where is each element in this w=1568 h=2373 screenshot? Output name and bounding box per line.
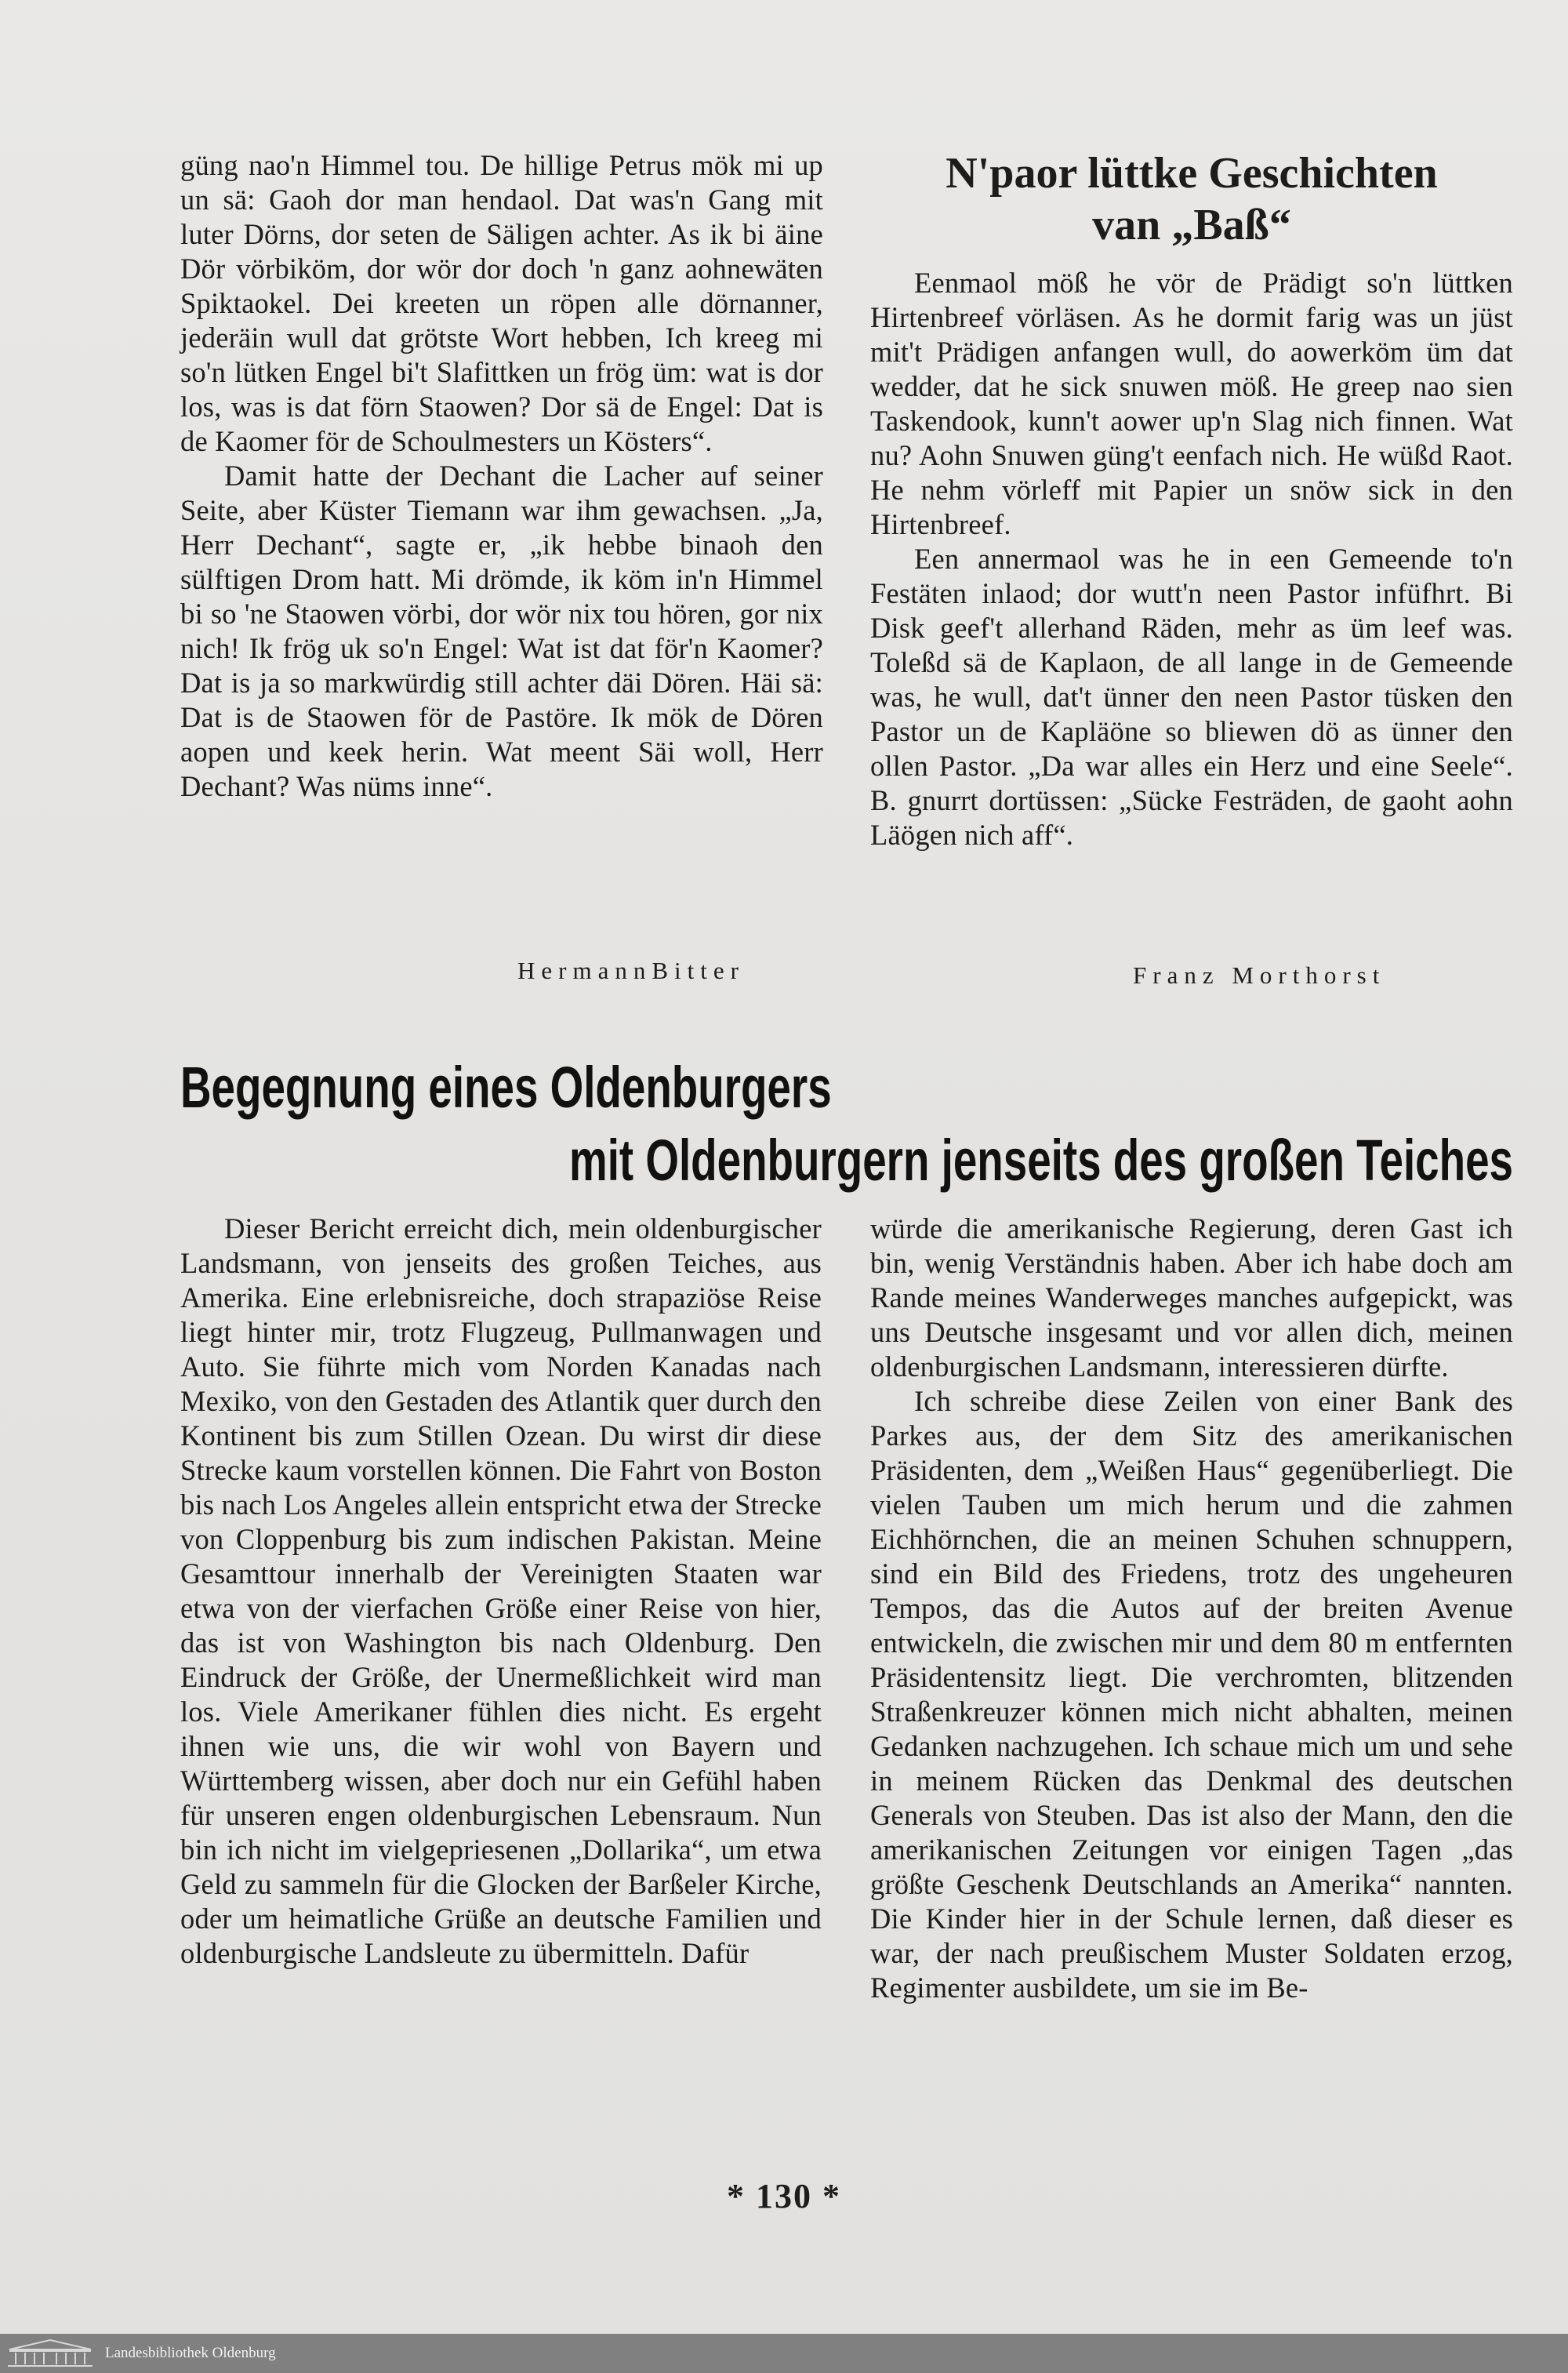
story-right-title (870, 147, 1513, 251)
article-left-column (180, 1212, 822, 1971)
page-number: * 130 * (727, 2177, 841, 2215)
library-name: Landesbibliothek Oldenburg (105, 2345, 276, 2361)
story-left-author: HermannBitter (517, 957, 745, 984)
story-right-paragraph-1: Eenmaol möß he vör de Prädigt so'n lüttken Hirtenbreef vörläsen. As he dormit farig was un jüst mit't Prädigen anfangen wull, do aowerköm üm dat wedder, dat he sick snuwen möß. He greep nao sien Taskendook, kunn't aower up'n Slag nich finnen. Wat nu? Aohn Snuwen güng't eenfach nich. He wüßd Raot. He nehm vörleff mit Papier un snöw sick in den Hirtenbreef. (870, 267, 1513, 540)
article-right-paragraph-2: Ich schreibe diese Zeilen von einer Bank des Parkes aus, der dem Sitz des amerikanischen Präsidenten, dem „Weißen Haus“ gegenüberliegt. Die vielen Tauben um mich herum und die zahmen Eichhörnchen, die an meinen Schuhen schnuppern, sind ein Bild des Friedens, trotz des ungeheuren Tempos, das die Autos auf der breiten Avenue entwickeln, die zwischen mir und dem 80 m entfernten Präsidentensitz liegt. Die verchromten, blitzenden Straßenkreuzer können mich nicht abhalten, meinen Gedanken nachzugehen. Ich schaue mich um und sehe in meinem Rücken das Denkmal des deutschen Generals von Steuben. Das ist also der Mann, den die amerikanischen Zeitungen vor einigen Tagen „das größte Geschenk Deutschlands an Amerika“ nannten. Die Kinder hier in der Schule lernen, daß dieser es war, der nach preußischem Muster Soldaten erzog, Regimenter ausbildete, um sie im Be- (870, 1385, 1513, 2004)
story-right-paragraph-2: Een annermaol was he in een Gemeende to'n Festäten inlaod; dor wutt'n neen Pastor infüfhrt. Bi Disk geef't allerhand Räden, mehr as üm leef was. Toleßd sä de Kaplaon, de all lange in de Gemeende was, he wull, dat't ünner den neen Pastor tüsken den Pastor un de Kapläöne so bliewen dö as ünner den ollen Pastor. „Da war alles ein Herz und eine Seele“. B. gnurrt dortüssen: „Sücke Festräden, de gaoht aohn Läögen nich aff“. (870, 543, 1513, 851)
article-headline-line-1: Begegnung eines Oldenburgers (180, 1055, 832, 1120)
story-right-author: Franz Morthorst (1133, 961, 1386, 989)
story-right-column (870, 266, 1513, 852)
article-headline-line-2: mit Oldenburgern jenseits des großen Teiches (569, 1128, 1513, 1193)
library-building-icon (6, 2338, 94, 2368)
story-left-paragraph-2: Damit hatte der Dechant die Lacher auf seiner Seite, aber Küster Tiemann war ihm gewachsen. „Ja, Herr Dechant“, sagte er, „ik hebbe binaoh den sülftigen Drom hatt. Mi drömde, ik köm in'n Himmel bi so 'ne Staowen vörbi, dor wör nix tou hören, gor nix nich! Ik frög uk so'n Engel: Wat ist dat för'n Kaomer? Dat is ja so markwürdig still achter däi Dören. Häi sä: Dat is de Staowen för de Pastöre. Ik mök de Dören aopen und keek herin. Wat meent Säi woll, Herr Dechant? Was nüms inne“. (180, 460, 823, 802)
story-right-title-line-1: N'paor lüttke Geschichten (946, 149, 1438, 198)
story-right-title-line-2: van „Baß“ (1092, 201, 1291, 249)
article-right-column (870, 1212, 1513, 2005)
article-right-paragraph-1: würde die amerikanische Regierung, deren Gast ich bin, wenig Verständnis haben. Aber ich habe doch am Rande meines Wanderweges manches aufgepickt, was uns Deutsche insgesamt und vor allen dich, meinen oldenburgischen Landsmann, interessieren dürfte. (870, 1212, 1513, 1383)
story-left-paragraph-1: güng nao'n Himmel tou. De hillige Petrus mök mi up un sä: Gaoh dor man hendaol. Dat was'n Gang mit luter Dörns, dor seten de Säligen achter. As ik bi äine Dör vörbiköm, dor wör dor doch 'n ganz aohnewäten Spiktaokel. Dei kreeten un röpen alle dörnanner, jederäin wull dat grötste Wort hebben, Ich kreeg mi so'n lütken Engel bi't Slafittken un frög üm: wat is dor los, was is dat förn Staowen? Dor sä de Engel: Dat is de Kaomer för de Schoulmesters un Kösters“. (180, 149, 823, 457)
article-left-paragraph-1: Dieser Bericht erreicht dich, mein oldenburgischer Landsmann, von jenseits des großen Teiches, aus Amerika. Eine erlebnisreiche, doch strapaziöse Reise liegt hinter mir, trotz Flugzeug, Pullmanwagen und Auto. Sie führte mich vom Norden Kanadas nach Mexiko, von den Gestaden des Atlantik quer durch den Kontinent bis zum Stillen Ozean. Du wirst dir diese Strecke kaum vorstellen können. Die Fahrt von Boston bis nach Los Angeles allein entspricht etwa der Strecke von Cloppenburg bis zum indischen Pakistan. Meine Gesamttour innerhalb der Vereinigten Staaten war etwa von der vierfachen Größe einer Reise von hier, das ist von Washington bis nach Oldenburg. Den Eindruck der Größe, der Unermeßlichkeit wird man los. Viele Amerikaner fühlen dies nicht. Es ergeht ihnen wie uns, die wir wohl von Bayern und Württemberg wissen, aber doch nur ein Gefühl haben für unseren engen oldenburgischen Lebensraum. Nun bin ich nicht im vielgepriesenen „Dollarika“, um etwa Geld zu sammeln für die Glocken der Barßeler Kirche, oder um heimatliche Grüße an deutsche Familien und oldenburgische Landsleute zu übermitteln. Dafür (180, 1212, 822, 1969)
story-left-column (180, 148, 823, 804)
library-footer-bar (0, 2334, 1568, 2373)
